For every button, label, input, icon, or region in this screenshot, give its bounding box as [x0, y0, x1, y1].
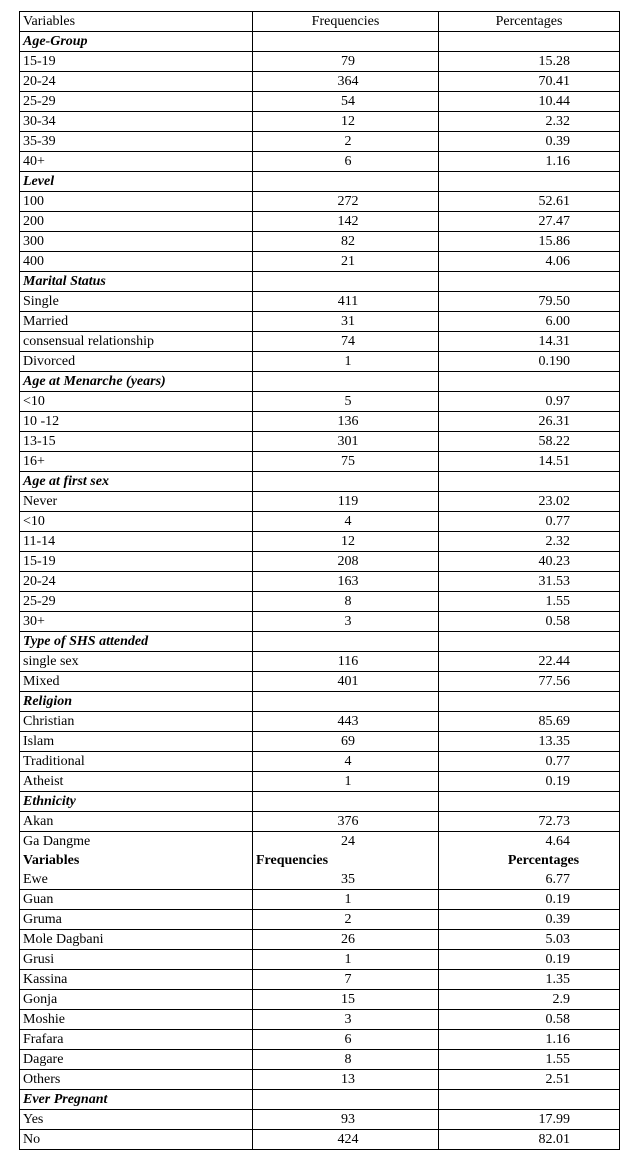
row-label: 11-14: [20, 532, 253, 552]
row-percentage: 1.16: [439, 152, 620, 172]
table-row: [20, 752, 620, 772]
section-title: Religion: [20, 692, 253, 712]
table-row: [20, 92, 620, 112]
table-row: [20, 292, 620, 312]
row-percentage: 0.58: [439, 612, 620, 632]
section-row-ever-pregnant: [20, 1090, 620, 1110]
row-frequency: 301: [253, 432, 439, 452]
repeated-header-frequencies: Frequencies: [253, 851, 439, 870]
row-frequency: 1: [253, 950, 439, 970]
row-frequency: 1: [253, 890, 439, 910]
table-row: [20, 552, 620, 572]
row-percentage: 0.190: [439, 352, 620, 372]
table-row: [20, 950, 620, 970]
row-frequency: 272: [253, 192, 439, 212]
repeated-header-percentages: Percentages: [439, 851, 620, 870]
table-row: [20, 712, 620, 732]
empty-cell: [253, 792, 439, 812]
row-frequency: 142: [253, 212, 439, 232]
section-row-level: [20, 172, 620, 192]
table-row: [20, 52, 620, 72]
row-percentage: 2.32: [439, 532, 620, 552]
row-label: Divorced: [20, 352, 253, 372]
row-percentage: 82.01: [439, 1130, 620, 1150]
row-frequency: 163: [253, 572, 439, 592]
row-frequency: 8: [253, 1050, 439, 1070]
row-percentage: 31.53: [439, 572, 620, 592]
row-label: single sex: [20, 652, 253, 672]
row-percentage: 15.86: [439, 232, 620, 252]
header-variables: Variables: [20, 12, 253, 32]
table-row: [20, 352, 620, 372]
row-frequency: 401: [253, 672, 439, 692]
row-percentage: 1.55: [439, 1050, 620, 1070]
table-row: [20, 990, 620, 1010]
empty-cell: [439, 632, 620, 652]
table-row: [20, 212, 620, 232]
row-percentage: 17.99: [439, 1110, 620, 1130]
row-label: Guan: [20, 890, 253, 910]
row-frequency: 411: [253, 292, 439, 312]
row-label: Christian: [20, 712, 253, 732]
row-label: 400: [20, 252, 253, 272]
row-frequency: 21: [253, 252, 439, 272]
row-label: <10: [20, 512, 253, 532]
table-row: [20, 1030, 620, 1050]
empty-cell: [253, 632, 439, 652]
row-frequency: 15: [253, 990, 439, 1010]
row-percentage: 6.77: [439, 870, 620, 890]
row-frequency: 4: [253, 752, 439, 772]
row-frequency: 13: [253, 1070, 439, 1090]
row-percentage: 2.32: [439, 112, 620, 132]
row-label: Frafara: [20, 1030, 253, 1050]
row-label: 16+: [20, 452, 253, 472]
row-percentage: 0.97: [439, 392, 620, 412]
row-frequency: 74: [253, 332, 439, 352]
row-label: Atheist: [20, 772, 253, 792]
row-frequency: 69: [253, 732, 439, 752]
row-frequency: 4: [253, 512, 439, 532]
empty-cell: [253, 272, 439, 292]
row-percentage: 70.41: [439, 72, 620, 92]
row-label: 200: [20, 212, 253, 232]
row-percentage: 22.44: [439, 652, 620, 672]
row-label: Grusi: [20, 950, 253, 970]
row-label: Single: [20, 292, 253, 312]
row-percentage: 4.64: [439, 832, 620, 852]
row-frequency: 3: [253, 1010, 439, 1030]
row-label: 30-34: [20, 112, 253, 132]
table-row: [20, 252, 620, 272]
table-row: [20, 910, 620, 930]
row-label: Traditional: [20, 752, 253, 772]
table-row: [20, 1130, 620, 1150]
row-frequency: 443: [253, 712, 439, 732]
section-title: Ethnicity: [20, 792, 253, 812]
row-label: Gonja: [20, 990, 253, 1010]
table-row: [20, 652, 620, 672]
row-percentage: 0.39: [439, 910, 620, 930]
row-label: Dagare: [20, 1050, 253, 1070]
row-label: Ga Dangme: [20, 832, 253, 852]
row-frequency: 6: [253, 1030, 439, 1050]
row-label: Akan: [20, 812, 253, 832]
row-frequency: 79: [253, 52, 439, 72]
section-title: Age-Group: [20, 32, 253, 52]
header-percentages: Percentages: [439, 12, 620, 32]
row-percentage: 85.69: [439, 712, 620, 732]
row-percentage: 0.19: [439, 950, 620, 970]
row-percentage: 52.61: [439, 192, 620, 212]
row-percentage: 0.58: [439, 1010, 620, 1030]
table-row: [20, 392, 620, 412]
row-percentage: 58.22: [439, 432, 620, 452]
row-percentage: 0.19: [439, 890, 620, 910]
empty-cell: [439, 472, 620, 492]
table-row: [20, 870, 620, 890]
table-row: [20, 970, 620, 990]
row-label: 15-19: [20, 52, 253, 72]
section-title: Ever Pregnant: [20, 1090, 253, 1110]
row-label: 35-39: [20, 132, 253, 152]
row-frequency: 1: [253, 352, 439, 372]
row-frequency: 12: [253, 532, 439, 552]
row-frequency: 2: [253, 910, 439, 930]
row-frequency: 136: [253, 412, 439, 432]
empty-cell: [253, 1090, 439, 1110]
section-title: Marital Status: [20, 272, 253, 292]
section-row-age-group: [20, 32, 620, 52]
row-label: 30+: [20, 612, 253, 632]
row-frequency: 24: [253, 832, 439, 852]
empty-cell: [253, 692, 439, 712]
table-row: [20, 1050, 620, 1070]
table-body: [20, 12, 620, 1150]
empty-cell: [439, 1090, 620, 1110]
row-percentage: 1.16: [439, 1030, 620, 1050]
empty-cell: [253, 372, 439, 392]
table-row: [20, 452, 620, 472]
table-row: [20, 112, 620, 132]
row-frequency: 26: [253, 930, 439, 950]
section-row-age-at-first-sex: [20, 472, 620, 492]
row-label: Gruma: [20, 910, 253, 930]
table-row: [20, 772, 620, 792]
table-row: [20, 572, 620, 592]
row-percentage: 6.00: [439, 312, 620, 332]
row-frequency: 7: [253, 970, 439, 990]
table-row: [20, 832, 620, 852]
table-row: [20, 72, 620, 92]
row-label: Ewe: [20, 870, 253, 890]
empty-cell: [439, 32, 620, 52]
table-row: [20, 812, 620, 832]
row-percentage: 77.56: [439, 672, 620, 692]
row-frequency: 31: [253, 312, 439, 332]
section-title: Age at Menarche (years): [20, 372, 253, 392]
row-percentage: 79.50: [439, 292, 620, 312]
table-row: [20, 412, 620, 432]
row-frequency: 93: [253, 1110, 439, 1130]
section-title: Age at first sex: [20, 472, 253, 492]
row-label: 10 -12: [20, 412, 253, 432]
row-frequency: 35: [253, 870, 439, 890]
repeated-header-row: [20, 851, 620, 870]
row-frequency: 5: [253, 392, 439, 412]
empty-cell: [439, 792, 620, 812]
section-row-marital-status: [20, 272, 620, 292]
table-row: [20, 612, 620, 632]
row-frequency: 424: [253, 1130, 439, 1150]
row-frequency: 364: [253, 72, 439, 92]
empty-cell: [439, 372, 620, 392]
empty-cell: [439, 172, 620, 192]
table-row: [20, 1110, 620, 1130]
row-percentage: 27.47: [439, 212, 620, 232]
section-row-religion: [20, 692, 620, 712]
row-label: Islam: [20, 732, 253, 752]
row-frequency: 8: [253, 592, 439, 612]
row-label: 20-24: [20, 572, 253, 592]
row-percentage: 40.23: [439, 552, 620, 572]
repeated-header-variables: Variables: [20, 851, 253, 870]
table-row: [20, 890, 620, 910]
row-label: 25-29: [20, 592, 253, 612]
row-label: <10: [20, 392, 253, 412]
table-row: [20, 592, 620, 612]
row-frequency: 376: [253, 812, 439, 832]
row-frequency: 12: [253, 112, 439, 132]
empty-cell: [439, 692, 620, 712]
row-label: Yes: [20, 1110, 253, 1130]
row-percentage: 0.19: [439, 772, 620, 792]
row-label: 40+: [20, 152, 253, 172]
table-row: [20, 312, 620, 332]
row-percentage: 15.28: [439, 52, 620, 72]
row-label: No: [20, 1130, 253, 1150]
row-frequency: 208: [253, 552, 439, 572]
header-frequencies: Frequencies: [253, 12, 439, 32]
section-title: Type of SHS attended: [20, 632, 253, 652]
row-frequency: 1: [253, 772, 439, 792]
row-percentage: 23.02: [439, 492, 620, 512]
row-label: 300: [20, 232, 253, 252]
row-percentage: 0.77: [439, 752, 620, 772]
table-row: [20, 1070, 620, 1090]
table-row: [20, 232, 620, 252]
row-label: Mole Dagbani: [20, 930, 253, 950]
row-frequency: 2: [253, 132, 439, 152]
row-label: Others: [20, 1070, 253, 1090]
row-frequency: 6: [253, 152, 439, 172]
table-row: [20, 512, 620, 532]
table-row: [20, 332, 620, 352]
empty-cell: [253, 472, 439, 492]
row-frequency: 116: [253, 652, 439, 672]
row-percentage: 72.73: [439, 812, 620, 832]
row-percentage: 2.9: [439, 990, 620, 1010]
row-percentage: 0.39: [439, 132, 620, 152]
row-label: 25-29: [20, 92, 253, 112]
section-row-type-of-shs-attended: [20, 632, 620, 652]
section-title: Level: [20, 172, 253, 192]
table-row: [20, 732, 620, 752]
table-row: [20, 1010, 620, 1030]
table-row: [20, 152, 620, 172]
table-row: [20, 192, 620, 212]
table-row: [20, 532, 620, 552]
row-percentage: 2.51: [439, 1070, 620, 1090]
row-percentage: 1.55: [439, 592, 620, 612]
row-percentage: 5.03: [439, 930, 620, 950]
row-percentage: 13.35: [439, 732, 620, 752]
row-percentage: 26.31: [439, 412, 620, 432]
table-row: [20, 492, 620, 512]
row-label: Mixed: [20, 672, 253, 692]
row-label: Moshie: [20, 1010, 253, 1030]
empty-cell: [253, 32, 439, 52]
header-row: [20, 12, 620, 32]
empty-cell: [253, 172, 439, 192]
row-label: Kassina: [20, 970, 253, 990]
row-label: 100: [20, 192, 253, 212]
row-frequency: 82: [253, 232, 439, 252]
demographics-table: [19, 11, 620, 1150]
row-label: Never: [20, 492, 253, 512]
row-label: consensual relationship: [20, 332, 253, 352]
row-frequency: 3: [253, 612, 439, 632]
table-row: [20, 672, 620, 692]
table-row: [20, 930, 620, 950]
table-row: [20, 432, 620, 452]
row-percentage: 4.06: [439, 252, 620, 272]
row-frequency: 54: [253, 92, 439, 112]
row-percentage: 10.44: [439, 92, 620, 112]
section-row-age-at-menarche-years-: [20, 372, 620, 392]
table-row: [20, 132, 620, 152]
row-percentage: 14.51: [439, 452, 620, 472]
row-label: 15-19: [20, 552, 253, 572]
section-row-ethnicity: [20, 792, 620, 812]
row-percentage: 0.77: [439, 512, 620, 532]
row-label: Married: [20, 312, 253, 332]
row-label: 20-24: [20, 72, 253, 92]
row-frequency: 75: [253, 452, 439, 472]
row-label: 13-15: [20, 432, 253, 452]
row-frequency: 119: [253, 492, 439, 512]
row-percentage: 1.35: [439, 970, 620, 990]
row-percentage: 14.31: [439, 332, 620, 352]
empty-cell: [439, 272, 620, 292]
